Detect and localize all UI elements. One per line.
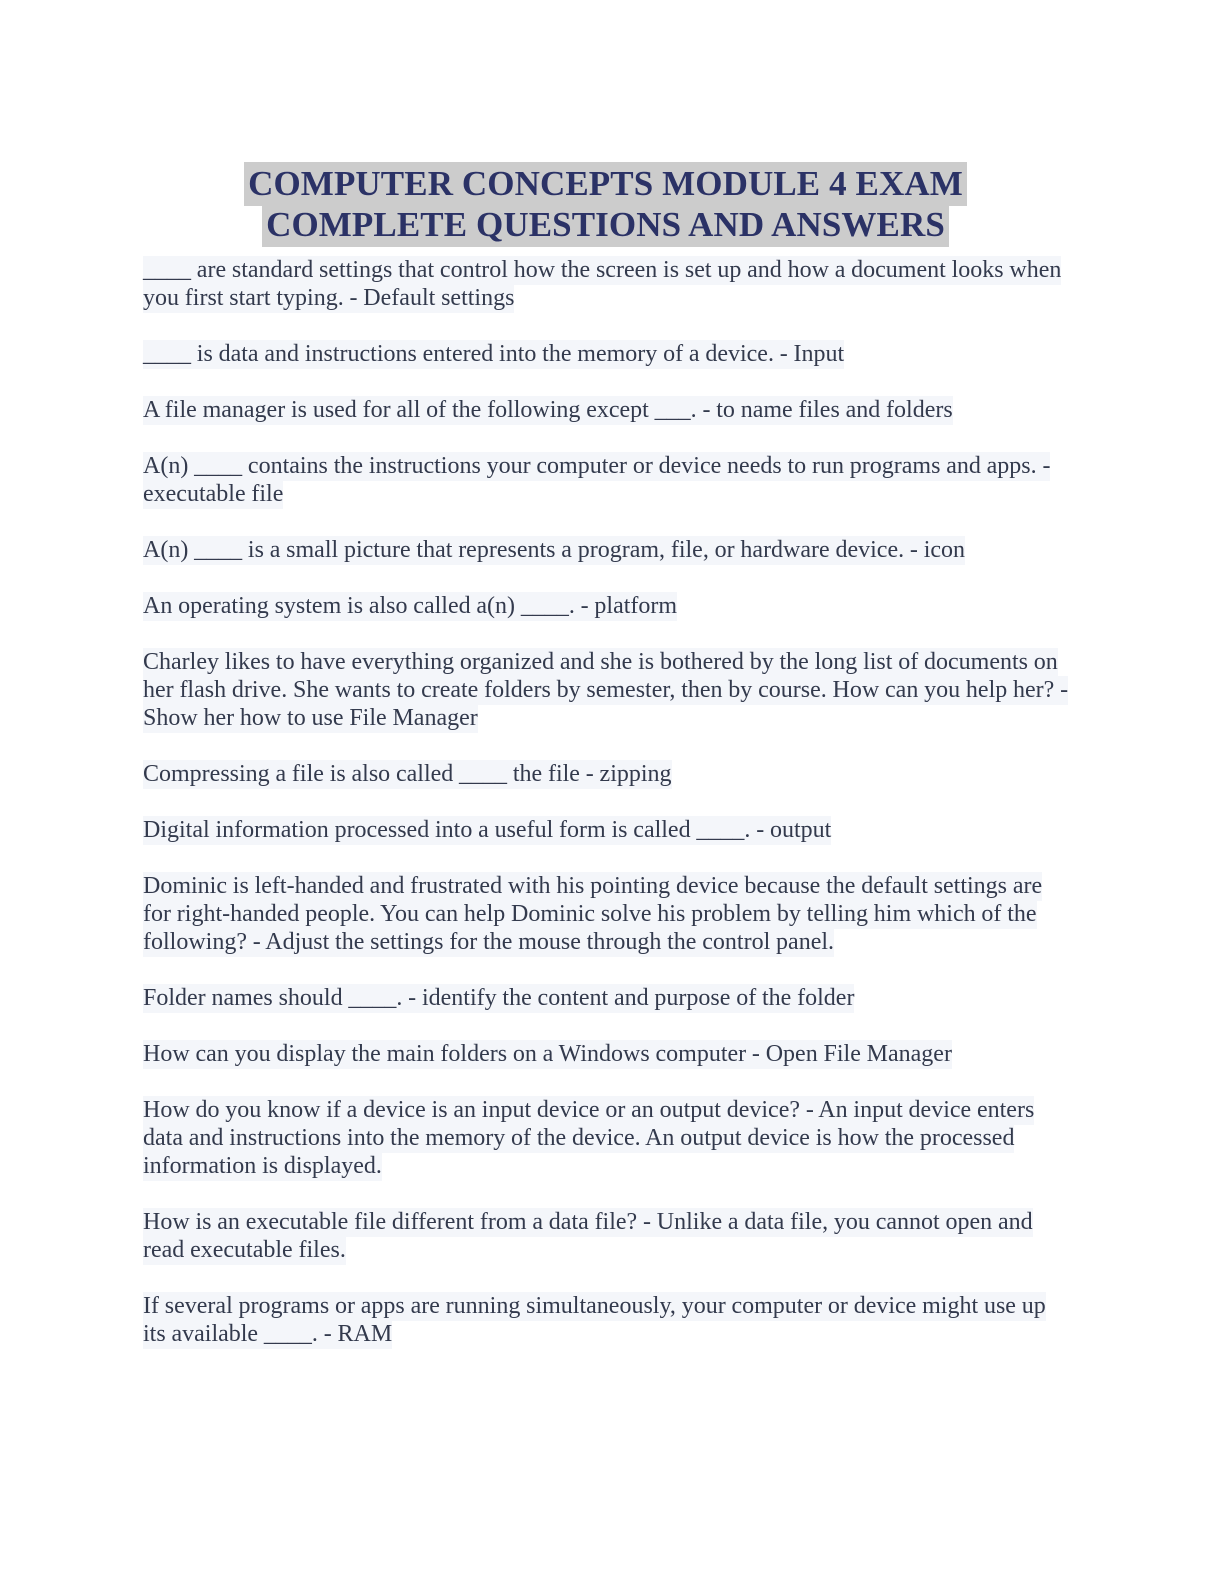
page-title-line-2 <box>143 204 1068 245</box>
qa-item-ram <box>143 1292 1073 1348</box>
qa-text: How can you display the main folders on a Windows computer - Open File Manager <box>143 1041 952 1067</box>
qa-item-output <box>143 816 1073 844</box>
qa-text: How is an executable file different from a data file? - Unlike a data file, you cannot open and read executable files. <box>143 1209 1033 1263</box>
qa-text: If several programs or apps are running simultaneously, your computer or device might use up its available ____. - RAM <box>143 1293 1046 1347</box>
page-title-line-1-text: COMPUTER CONCEPTS MODULE 4 EXAM <box>244 162 967 206</box>
qa-text: A file manager is used for all of the following except ___. - to name files and folders <box>143 397 953 423</box>
qa-list <box>143 256 1073 1348</box>
qa-item-platform <box>143 592 1073 620</box>
qa-text: Folder names should ____. - identify the content and purpose of the folder <box>143 985 855 1011</box>
qa-text: A(n) ____ is a small picture that represents a program, file, or hardware device. - icon <box>143 537 966 563</box>
qa-item-file-manager-except <box>143 396 1073 424</box>
qa-text: ____ are standard settings that control how the screen is set up and how a document looks when you first start typing. - Default settings <box>143 257 1062 311</box>
page-title <box>143 163 1068 245</box>
qa-item-icon <box>143 536 1073 564</box>
qa-item-input <box>143 340 1073 368</box>
qa-text: How do you know if a device is an input device or an output device? - An input device enters data and instructions into the memory of the device. An output device is how the processed information is displayed. <box>143 1097 1035 1179</box>
qa-item-input-vs-output-device <box>143 1096 1073 1180</box>
qa-text: Charley likes to have everything organized and she is bothered by the long list of documents on her flash drive. She wants to create folders by semester, then by course. How can you help her? - Show her how to use File Manager <box>143 649 1069 731</box>
qa-text: Dominic is left-handed and frustrated with his pointing device because the default settings are for right-handed people. You can help Dominic solve his problem by telling him which of the following? - Adjust the settings for the mouse through the control panel. <box>143 873 1043 955</box>
qa-item-zipping <box>143 760 1073 788</box>
qa-text: Compressing a file is also called ____ the file - zipping <box>143 761 672 787</box>
page-title-line-2-text: COMPLETE QUESTIONS AND ANSWERS <box>262 203 949 247</box>
qa-item-folder-names <box>143 984 1073 1012</box>
qa-item-executable-file <box>143 452 1073 508</box>
qa-item-display-main-folders <box>143 1040 1073 1068</box>
qa-text: Digital information processed into a useful form is called ____. - output <box>143 817 832 843</box>
qa-item-charley-file-manager <box>143 648 1073 732</box>
page-title-line-1 <box>143 163 1068 204</box>
qa-item-executable-vs-data-file <box>143 1208 1073 1264</box>
qa-text: A(n) ____ contains the instructions your computer or device needs to run programs and apps. - executable file <box>143 453 1051 507</box>
qa-text: ____ is data and instructions entered into the memory of a device. - Input <box>143 341 845 367</box>
qa-item-default-settings <box>143 256 1073 312</box>
qa-item-dominic-mouse-settings <box>143 872 1073 956</box>
qa-text: An operating system is also called a(n) ____. - platform <box>143 593 678 619</box>
